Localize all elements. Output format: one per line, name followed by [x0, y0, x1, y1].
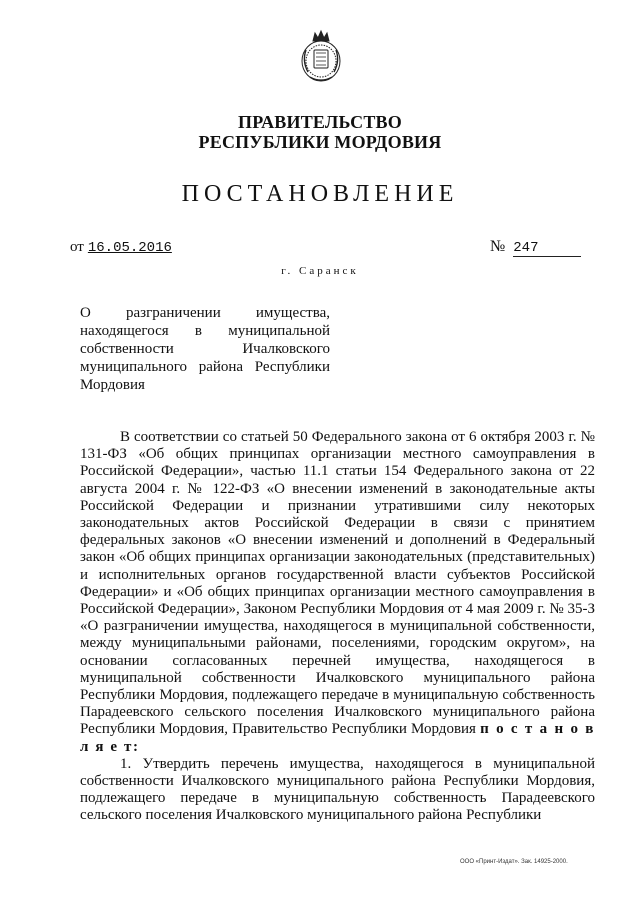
date-line: [70, 238, 172, 257]
paragraph-1: 1. Утвердить перечень имущества, находящегося в муниципальной собственности Ичалковского муниципального района Республики Мордовия, подлежащего передаче в муниципальную собственность Парадеевского сельского поселения Ичалковского муниципального района Республики: [80, 755, 595, 824]
document-subject: О разграничении имущества, находящегося в муниципальной собственности Ичалковского муниципального района Республики Мордовия: [80, 305, 330, 393]
date-value: 16.05.2016: [87, 240, 172, 256]
city-line: г. Саранск: [281, 265, 359, 277]
government-title: ПРАВИТЕЛЬСТВО: [238, 112, 402, 132]
document-type: ПОСТАНОВЛЕНИЕ: [181, 181, 459, 207]
number-line: [490, 238, 538, 257]
coat-of-arms-icon: [298, 28, 344, 84]
document-body: [80, 429, 595, 825]
decree-word: п о с т а н о в л я е т:: [80, 721, 595, 755]
government-subtitle: РЕСПУБЛИКИ МОРДОВИЯ: [198, 132, 442, 152]
preamble-text: В соответствии со статьей 50 Федерального закона от 6 октября 2003 г. № 131-ФЗ «Об общих принципах организации местного самоуправления в Российской Федерации», частью 11.1 статьи 154 Федерального закона от 22 августа 2004 г. № 122-ФЗ «О внесении изменений в законодательные акты Российской Федерации и признании утратившими силу некоторых законодательных актов Российской Федерации в связи с принятием федеральных законов «О внесении изменений и дополнений в Федеральный закон «Об общих принципах организации законодательных (представительных) и исполнительных органов государственной власти субъектов Российской Федерации» и «Об общих принципах организации местного самоуправления в Российской Федерации», Законом Республики Мордовия от 4 мая 2009 г. № 35-З «О разграничении имущества, находящегося в муниципальной собственности, между муниципальными районами, поселениями, городским округом», на основании согласованных перечней имущества, находящегося в муниципальной собственности Ичалковского муниципального района Республики Мордовия, подлежащего передаче в муниципальную собственность Парадеевского сельского поселения Ичалковского муниципального района Республики Мордовия, Правительство Республики Мордовия: [80, 429, 595, 738]
printer-imprint: ООО «Принт-Издат». Зак. 14925-2000.: [460, 859, 568, 865]
number-underline: [513, 256, 581, 257]
date-prefix: от: [70, 239, 84, 255]
paragraph-preamble: [80, 429, 595, 756]
number-value: 247: [513, 240, 539, 256]
number-prefix: №: [490, 238, 506, 255]
